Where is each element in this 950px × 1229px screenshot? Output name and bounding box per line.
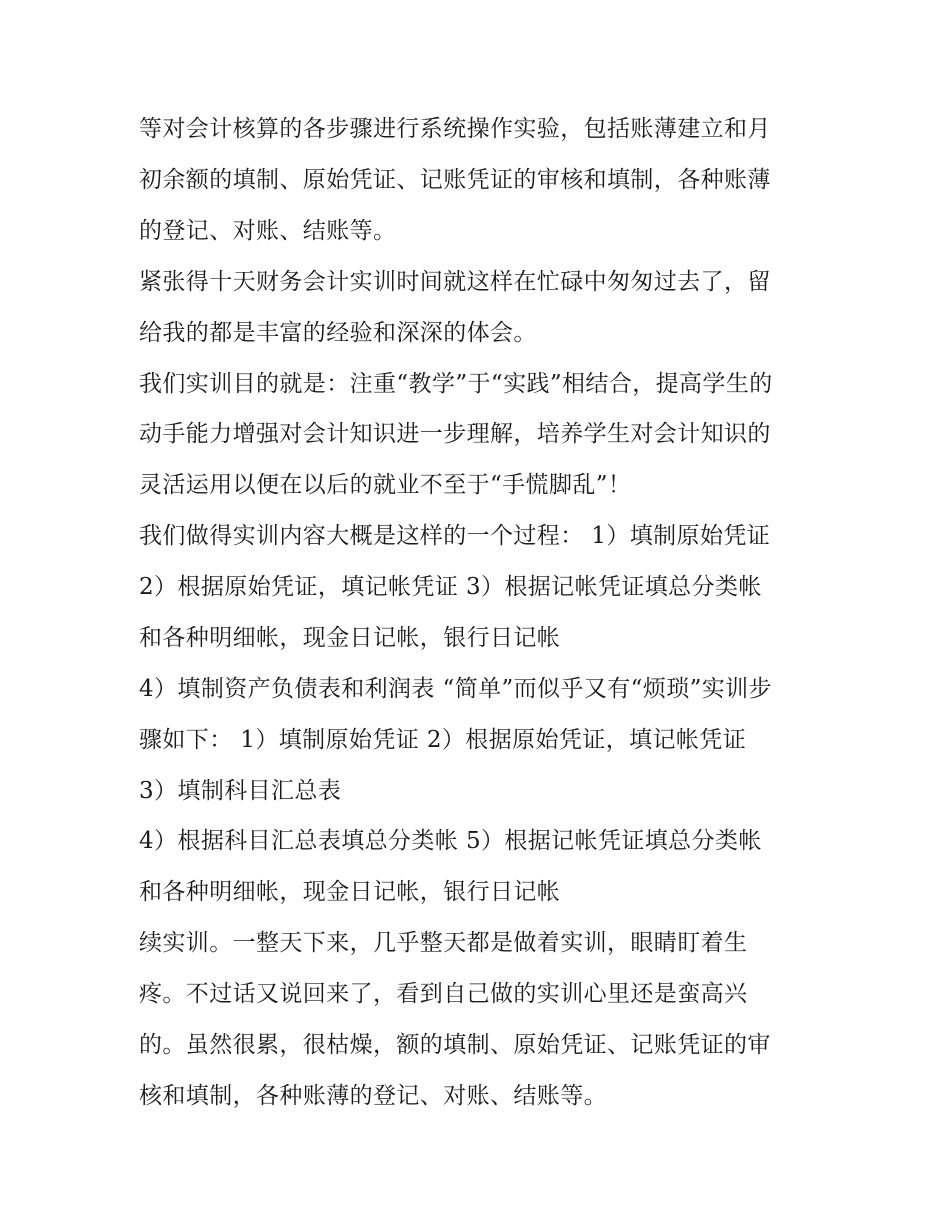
text-line: 紧张得十天财务会计实训时间就这样在忙碌中匆匆过去了，留	[139, 269, 771, 295]
text-line: 疼。不过话又说回来了，看到自己做的实训心里还是蛮高兴	[139, 981, 748, 1007]
text-line: 骤如下： 1）填制原始凭证 2）根据原始凭证，填记帐凭证	[139, 727, 747, 753]
text-line: 和各种明细帐，现金日记帐，银行日记帐	[139, 879, 561, 905]
text-line: 给我的都是丰富的经验和深深的体会。	[139, 320, 537, 346]
text-line: 核和填制，各种账薄的登记、对账、结账等。	[139, 1083, 607, 1109]
text-line: 我们实训目的就是：注重“教学”于“实践”相结合，提高学生的	[139, 371, 773, 397]
text-line: 等对会计核算的各步骤进行系统操作实验，包括账薄建立和月	[139, 116, 771, 142]
text-line: 4）根据科目汇总表填总分类帐 5）根据记帐凭证填总分类帐	[139, 828, 762, 854]
text-line: 的。虽然很累，很枯燥，额的填制、原始凭证、记账凭证的审	[139, 1032, 771, 1058]
text-line: 我们做得实训内容大概是这样的一个过程： 1）填制原始凭证	[139, 523, 771, 549]
text-line: 和各种明细帐，现金日记帐，银行日记帐	[139, 625, 561, 651]
text-line: 灵活运用以便在以后的就业不至于“手慌脚乱”！	[139, 472, 632, 498]
text-line: 初余额的填制、原始凭证、记账凭证的审核和填制，各种账薄	[139, 167, 771, 193]
text-line: 动手能力增强对会计知识进一步理解，培养学生对会计知识的	[139, 421, 771, 447]
text-line: 4）填制资产负债表和利润表 “简单”而似乎又有“烦琐”实训步	[139, 676, 772, 702]
text-line: 3）填制科目汇总表	[139, 778, 342, 804]
text-line: 续实训。一整天下来，几乎整天都是做着实训，眼睛盯着生	[139, 930, 748, 956]
text-line: 的登记、对账、结账等。	[139, 218, 397, 244]
text-line: 2）根据原始凭证，填记帐凭证 3）根据记帐凭证填总分类帐	[139, 574, 762, 600]
